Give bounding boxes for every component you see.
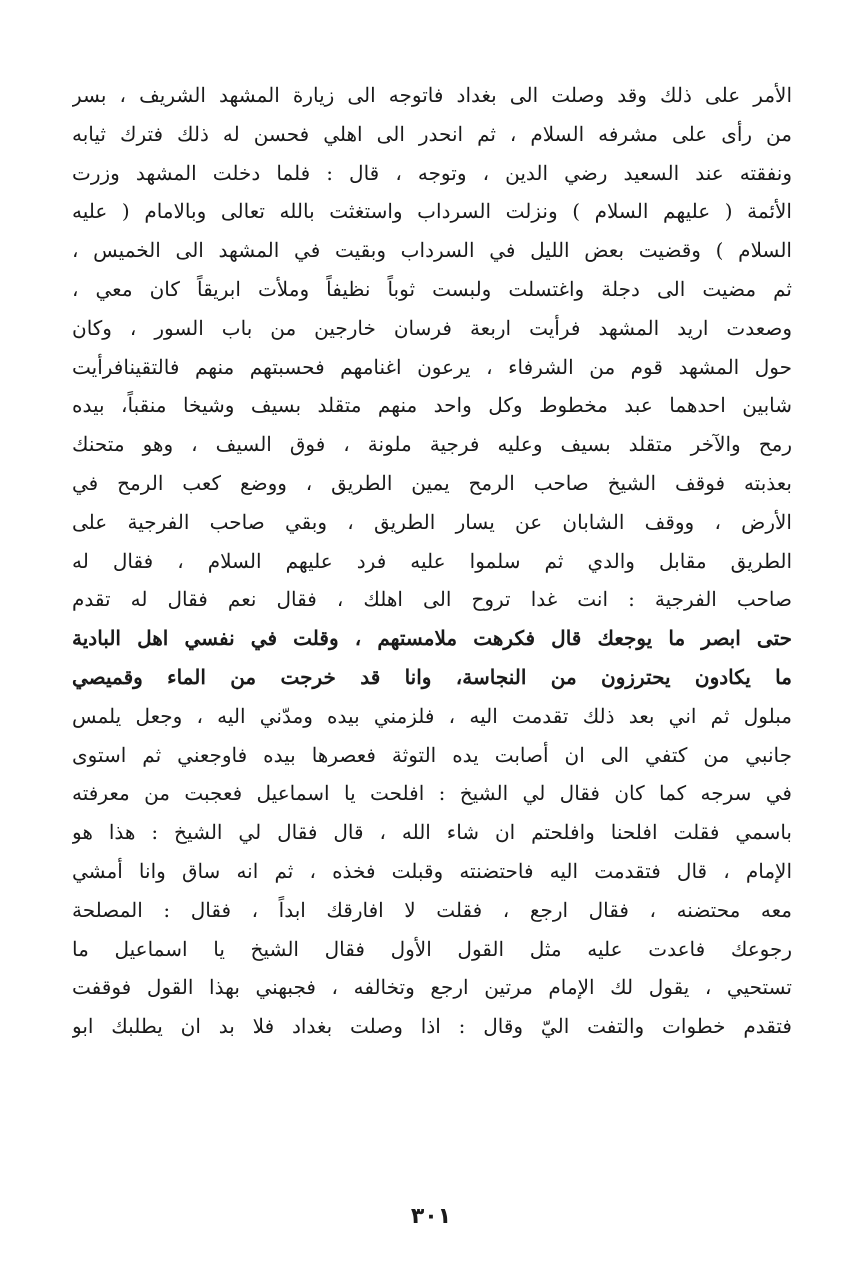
text-line: فتقدم خطوات والتفت اليّ وقال : اذا وصلت بغداد فلا بد ان يطلبك ابو — [72, 1014, 792, 1039]
text-line: جانبي من كتفي الى ان أصابت يده التوثة فعصرها بيده فاوجعني ثم استوى — [72, 742, 792, 767]
text-line: رمح والآخر متقلد بسيف وعليه فرجية ملونة ، فوق السيف ، وهو متحنك — [72, 432, 792, 457]
text-line: ما يكادون يحترزون من النجاسة، وانا قد خرجت من الماء وقميصي — [72, 664, 792, 689]
text-line: حتى ابصر ما يوجعك قال فكرهت ملامستهم ، وقلت في نفسي اهل البادية — [72, 626, 792, 651]
text-line: من رأى على مشرفه السلام ، ثم انحدر الى اهلي فحسن له ذلك فترك ثيابه — [72, 121, 792, 146]
text-line: حول المشهد قوم من الشرفاء ، يرعون اغنامهم فحسبتهم منهم فالتقينافرأيت — [72, 354, 792, 379]
text-line: تستحيي ، يقول لك الإمام مرتين ارجع وتخالفه ، فجبهني بهذا القول فوقفت — [72, 975, 792, 1000]
text-line: الأئمة ( عليهم السلام ) ونزلت السرداب واستغثت بالله تعالى وبالامام ( عليه — [72, 199, 792, 224]
text-line: الإمام ، قال فتقدمت اليه فاحتضنته وقبلت فخذه ، ثم انه ساق وانا أمشي — [72, 858, 792, 883]
text-line: صاحب الفرجية : انت غدا تروح الى اهلك ، فقال نعم فقال له تقدم — [72, 587, 792, 612]
text-line: رجوعك فاعدت عليه مثل القول الأول فقال الشيخ يا اسماعيل ما — [72, 936, 792, 961]
text-line: الأمر على ذلك وقد وصلت الى بغداد فاتوجه الى زيارة المشهد الشريف ، بسر — [72, 83, 792, 107]
text-line: ثم مضيت الى دجلة واغتسلت ولبست ثوباً نظيفاً وملأت ابريقاً كان معي ، — [72, 276, 792, 301]
body-text — [72, 76, 792, 1046]
page-number: ٣٠١ — [410, 1204, 452, 1229]
text-line: مبلول ثم اني بعد ذلك تقدمت اليه ، فلزمني بيده ومدّني اليه ، وجعل يلمس — [72, 703, 792, 728]
text-line: الطريق مقابل والدي ثم سلموا عليه فرد عليهم السلام ، فقال له — [72, 548, 792, 573]
text-line: معه محتضنه ، فقال ارجع ، فقلت لا افارقك ابداً ، فقال : المصلحة — [72, 897, 792, 922]
text-line: الأرض ، ووقف الشابان عن يسار الطريق ، وبقي صاحب الفرجية على — [72, 509, 792, 534]
text-line: باسمي فقلت افلحنا وافلحتم ان شاء الله ، قال فقال لي الشيخ : هذا هو — [72, 820, 792, 845]
text-line: وصعدت اريد المشهد فرأيت اربعة فرسان خارجين من باب السور ، وكان — [72, 315, 792, 340]
text-line: ونفقته عند السعيد رضي الدين ، وتوجه ، قال : فلما دخلت المشهد وزرت — [72, 160, 792, 185]
text-line: بعذبته فوقف الشيخ صاحب الرمح يمين الطريق ، ووضع كعب الرمح في — [72, 470, 792, 495]
text-line: شابين احدهما عبد مخطوط وكل واحد منهم متقلد بسيف وشيخا منقباً، بيده — [72, 393, 792, 418]
text-line: السلام ) وقضيت بعض الليل في السرداب وبقيت في المشهد الى الخميس ، — [72, 238, 792, 263]
text-line: في سرجه كما كان فقال لي الشيخ : افلحت يا اسماعيل فعجبت من معرفته — [72, 781, 792, 806]
